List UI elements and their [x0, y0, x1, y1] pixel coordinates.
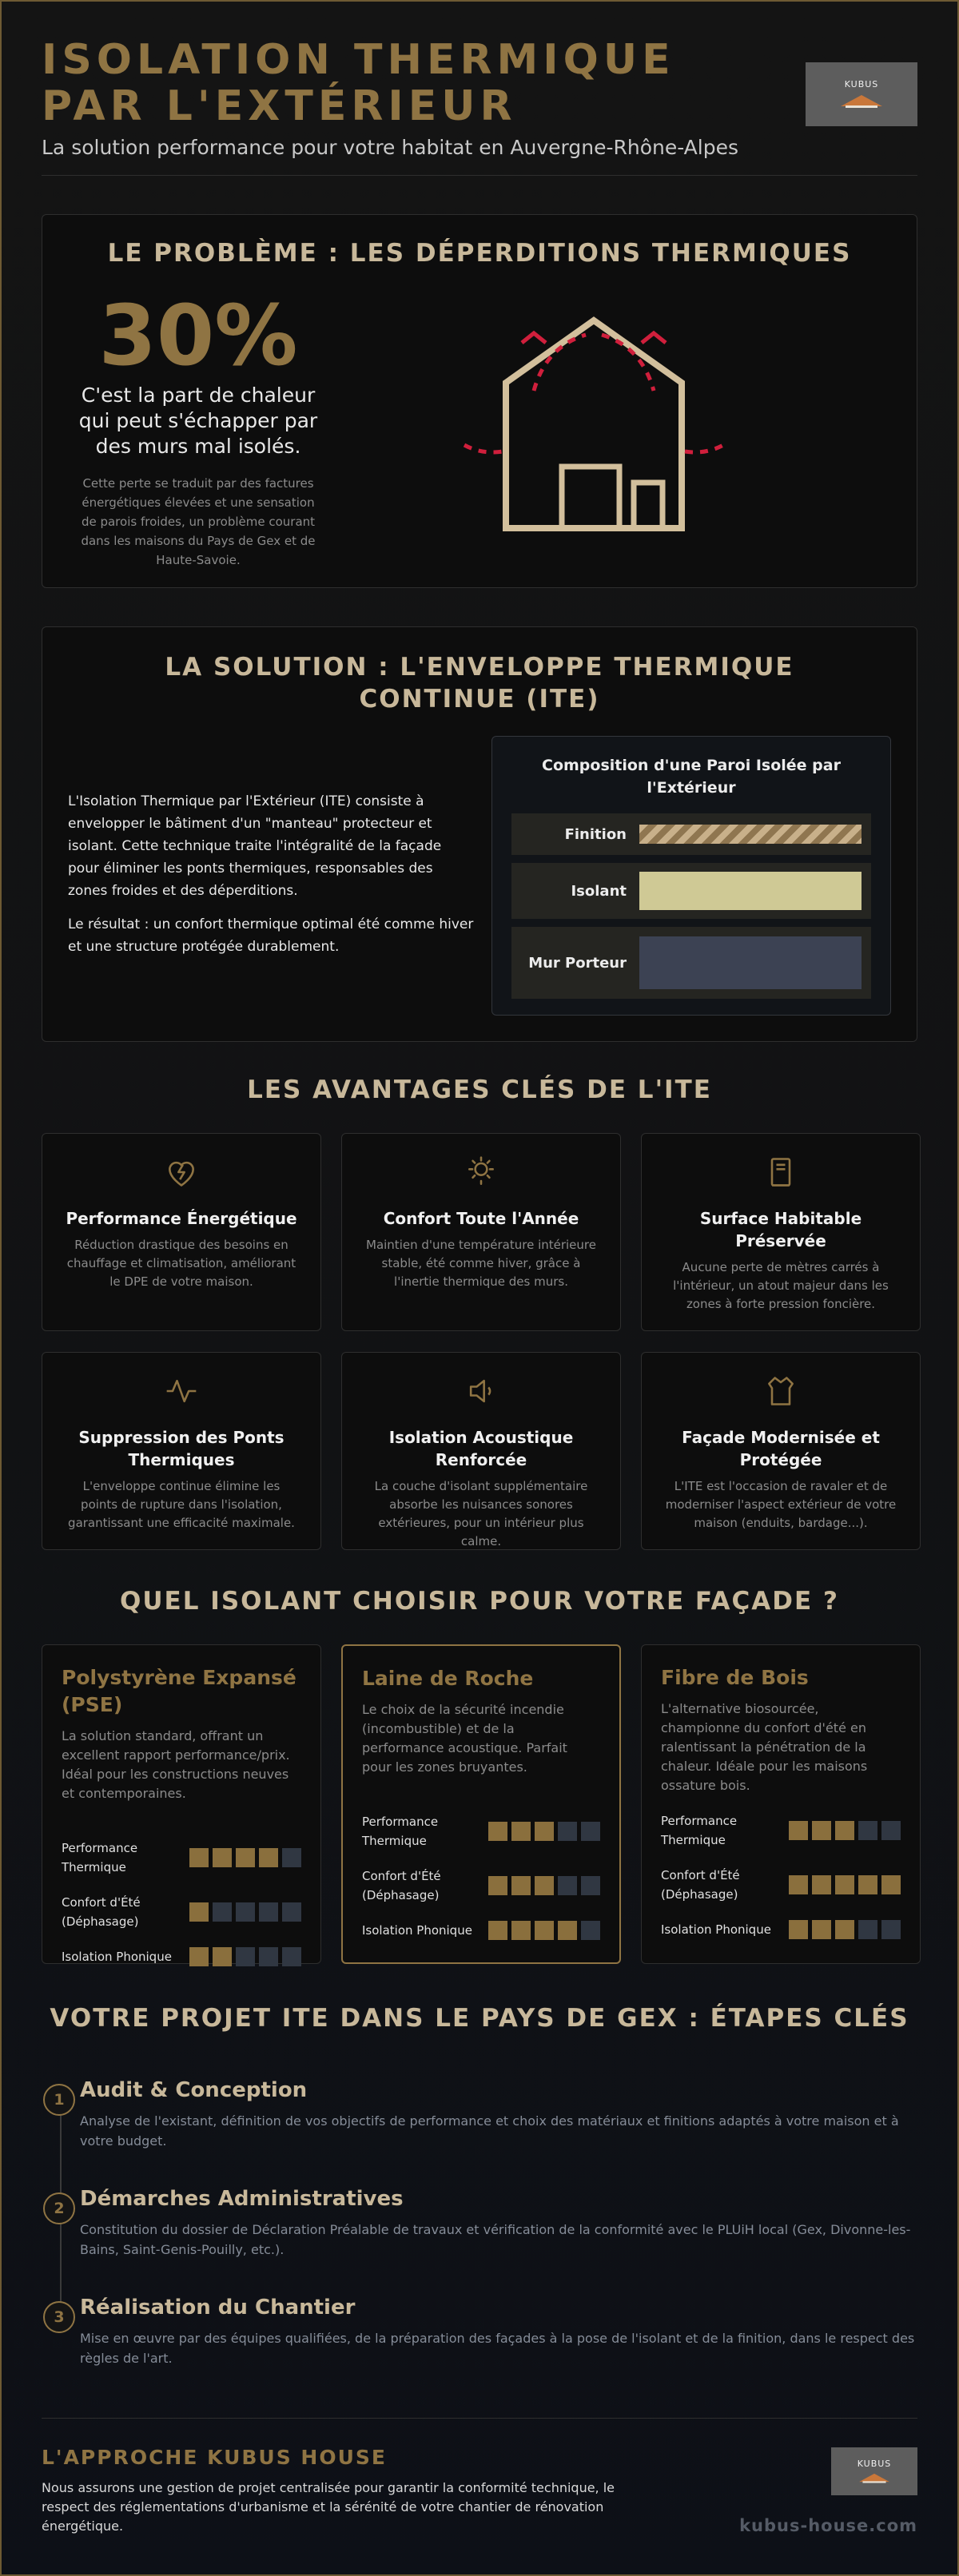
- rating-dot-filled: [488, 1822, 507, 1841]
- rating-dots: [189, 1848, 301, 1867]
- advantage-card: [42, 1133, 321, 1331]
- layer-isolant: [511, 863, 871, 919]
- insulants-title: QUEL ISOLANT CHOISIR POUR VOTRE FAÇADE ?: [120, 1587, 839, 1616]
- rating-dot-filled: [881, 1875, 901, 1894]
- rating-dots: [488, 1822, 600, 1841]
- rating-dot-filled: [789, 1875, 808, 1894]
- insulant-name: Polystyrène Expansé (PSE): [62, 1666, 296, 1716]
- rating-dot-filled: [488, 1876, 507, 1895]
- rating-dot-empty: [581, 1822, 600, 1841]
- footer-title: L'APPROCHE KUBUS HOUSE: [42, 2446, 387, 2469]
- rating-dot-filled: [189, 1848, 209, 1867]
- website-link[interactable]: kubus-house.com: [739, 2516, 917, 2535]
- footer-text: Nous assurons une gestion de projet centralisée pour garantir la conformité technique, le respect des réglementations d'urbanisme et la sérénité de votre chantier de rénovation énergétique.: [42, 2480, 615, 2534]
- rating-dot-filled: [812, 1875, 831, 1894]
- advantage-desc: L'enveloppe continue élimine les points de rupture dans l'isolation, garantissant une efficacité maximale.: [68, 1479, 295, 1530]
- rating-dot-empty: [282, 1902, 301, 1922]
- insulant-card: [42, 1644, 321, 1964]
- rating-dots: [488, 1921, 600, 1940]
- rating-dots: [789, 1821, 901, 1840]
- floor-plan-icon: [663, 1155, 899, 1199]
- insulant-desc: La solution standard, offrant un excellent rapport performance/prix. Idéal pour les constructions neuves et contemporaines.: [62, 1728, 290, 1801]
- rating-dot-empty: [881, 1920, 901, 1939]
- step-desc: Constitution du dossier de Déclaration Préalable de travaux et vérification de la conformité avec le PLUiH local (Gex, Divonne-les-Bains, Saint-Genis-Pouilly, etc.).: [80, 2222, 911, 2257]
- rating-dot-filled: [558, 1921, 577, 1940]
- rating-row: [362, 1866, 600, 1905]
- rating-dots: [789, 1920, 901, 1939]
- rating-dot-empty: [259, 1947, 278, 1966]
- rating-dot-filled: [236, 1848, 255, 1867]
- rating-label: Isolation Phonique: [62, 1950, 172, 1964]
- rating-label: Performance Thermique: [661, 1814, 738, 1847]
- step-title: Audit & Conception: [80, 2078, 308, 2102]
- rating-dot-filled: [789, 1821, 808, 1840]
- rating-label: Performance Thermique: [62, 1841, 138, 1874]
- rating-dot-filled: [812, 1821, 831, 1840]
- rating-dot-filled: [259, 1848, 278, 1867]
- advantage-desc: Aucune perte de mètres carrés à l'intérieur, un atout majeur dans les zones à forte pression foncière.: [673, 1260, 889, 1311]
- advantages-grid: [42, 1133, 917, 1550]
- step-number: 2: [43, 2192, 75, 2224]
- rating-row: [62, 1839, 301, 1877]
- stat-detail: Cette perte se traduit par des factures énergétiques élevées et une sensation de parois froides, un problème courant dans les maisons du Pays de Gex et de Haute-Savoie.: [81, 476, 316, 567]
- rating-label: Confort d'Été (Déphasage): [62, 1895, 141, 1929]
- layer-label: Finition: [564, 825, 627, 843]
- logo-roof-icon: [856, 2471, 893, 2484]
- rating-dot-filled: [835, 1875, 854, 1894]
- advantage-card: [641, 1352, 921, 1550]
- layer-bar-mur: [639, 936, 862, 989]
- rating-row: [661, 1866, 901, 1904]
- rating-dot-empty: [881, 1821, 901, 1840]
- rating-dot-empty: [236, 1947, 255, 1966]
- advantage-name: Façade Modernisée et Protégée: [682, 1428, 880, 1469]
- rating-dot-empty: [858, 1920, 877, 1939]
- advantage-desc: Maintien d'une température intérieure stable, été comme hiver, grâce à l'inertie thermique des murs.: [366, 1238, 596, 1289]
- insulant-desc: Le choix de la sécurité incendie (incombustible) et de la performance acoustique. Parfait pour les zones bruyantes.: [362, 1702, 567, 1775]
- advantage-desc: L'ITE est l'occasion de ravaler et de moderniser l'aspect extérieur de votre maison (enduits, bardage...).: [665, 1479, 897, 1530]
- advantage-name: Confort Toute l'Année: [383, 1209, 579, 1228]
- rating-dots: [189, 1947, 301, 1966]
- problem-section: [42, 214, 917, 588]
- header: [42, 2, 917, 176]
- insulant-name: Fibre de Bois: [661, 1666, 809, 1689]
- rating-dot-filled: [835, 1821, 854, 1840]
- layer-finition: [511, 813, 871, 855]
- advantage-card: [341, 1133, 621, 1331]
- rating-row: [661, 1811, 901, 1850]
- insulant-desc: L'alternative biosourcée, championne du confort d'été en ralentissant la pénétration de la chaleur. Idéale pour les maisons ossature bois.: [661, 1701, 868, 1793]
- sun-icon: [363, 1155, 599, 1199]
- insulant-card: [641, 1644, 921, 1964]
- layer-label: Isolant: [571, 882, 627, 900]
- step-number: 3: [43, 2301, 75, 2333]
- rating-dot-empty: [282, 1848, 301, 1867]
- rating-label: Performance Thermique: [362, 1815, 439, 1848]
- logo-text: KUBUS: [844, 79, 879, 89]
- advantage-name: Isolation Acoustique Renforcée: [388, 1428, 574, 1469]
- insulant-card-highlighted: [341, 1644, 621, 1964]
- advantages-title: LES AVANTAGES CLÉS DE L'ITE: [247, 1075, 712, 1104]
- step-title: Réalisation du Chantier: [80, 2296, 356, 2320]
- layer-bar-finition: [639, 825, 862, 844]
- step-desc: Analyse de l'existant, définition de vos objectifs de performance et choix des matériaux et finitions adaptés à votre maison et à votre budget.: [80, 2113, 899, 2149]
- advantage-name: Surface Habitable Préservée: [699, 1209, 862, 1250]
- shirt-icon: [663, 1373, 899, 1418]
- rating-dot-empty: [558, 1822, 577, 1841]
- rating-dot-filled: [812, 1920, 831, 1939]
- speaker-icon: [363, 1373, 599, 1418]
- stat-caption: C'est la part de chaleur qui peut s'échapper par des murs mal isolés.: [78, 384, 318, 458]
- rating-dot-filled: [189, 1947, 209, 1966]
- rating-label: Isolation Phonique: [362, 1923, 472, 1938]
- rating-dot-filled: [511, 1921, 531, 1940]
- wall-diagram-title: Composition d'une Paroi Isolée par l'Extérieur: [542, 757, 841, 797]
- step-item: [42, 2076, 917, 2184]
- stat-block: [66, 287, 330, 570]
- advantage-card: [341, 1352, 621, 1550]
- rating-label: Confort d'Été (Déphasage): [661, 1868, 740, 1902]
- layer-bar-isolant: [639, 872, 862, 910]
- rating-dot-filled: [488, 1921, 507, 1940]
- rating-row: [362, 1812, 600, 1851]
- rating-dot-empty: [581, 1876, 600, 1895]
- rating-dot-filled: [511, 1822, 531, 1841]
- steps-timeline: [42, 2076, 917, 2402]
- rating-row: [62, 1947, 301, 1966]
- step-desc: Mise en œuvre par des équipes qualifiées, de la préparation des façades à la pose de l'isolant et de la finition, dans le respect des règles de l'art.: [80, 2331, 915, 2366]
- rating-dot-empty: [259, 1902, 278, 1922]
- layer-label: Mur Porteur: [528, 954, 627, 972]
- rating-dot-empty: [282, 1947, 301, 1966]
- advantage-name: Performance Énergétique: [66, 1209, 297, 1228]
- advantage-name: Suppression des Ponts Thermiques: [78, 1428, 285, 1469]
- logo-text: KUBUS: [857, 2459, 892, 2469]
- step-number: 1: [43, 2084, 75, 2116]
- rating-dot-filled: [789, 1920, 808, 1939]
- rating-dot-filled: [535, 1921, 554, 1940]
- problem-title: LE PROBLÈME : LES DÉPERDITIONS THERMIQUES: [107, 239, 852, 268]
- rating-dot-empty: [858, 1821, 877, 1840]
- pulse-icon: [63, 1373, 300, 1418]
- advantage-desc: Réduction drastique des besoins en chauffage et climatisation, améliorant le DPE de votre maison.: [66, 1238, 296, 1289]
- wall-composition-diagram: [491, 736, 891, 1016]
- rating-dot-filled: [213, 1947, 232, 1966]
- step-item: [42, 2293, 917, 2402]
- kubus-logo[interactable]: [806, 62, 917, 126]
- rating-dots: [189, 1902, 301, 1922]
- rating-label: Confort d'Été (Déphasage): [362, 1869, 441, 1902]
- rating-dot-empty: [558, 1876, 577, 1895]
- rating-row: [661, 1920, 901, 1939]
- house-heat-loss-icon: [458, 303, 794, 543]
- rating-row: [62, 1893, 301, 1931]
- solution-paragraph-1: L'Isolation Thermique par l'Extérieur (ITE) consiste à envelopper le bâtiment d'un "manteau" protecteur et isolant. Cette technique traite l'intégralité de la façade pour éliminer les ponts thermiques, responsables des zones froides et des déperditions.: [68, 793, 442, 899]
- insulant-name: Laine de Roche: [362, 1667, 534, 1690]
- heart-bolt-icon: [63, 1155, 300, 1199]
- rating-dot-filled: [511, 1876, 531, 1895]
- solution-paragraph-2: Le résultat : un confort thermique optimal été comme hiver et une structure protégée durablement.: [68, 916, 474, 955]
- solution-text: [68, 790, 476, 958]
- rating-dot-empty: [236, 1902, 255, 1922]
- step-item: [42, 2184, 917, 2293]
- rating-label: Isolation Phonique: [661, 1922, 771, 1937]
- stat-number: 30%: [98, 287, 298, 384]
- layer-mur-porteur: [511, 927, 871, 999]
- rating-dot-filled: [535, 1876, 554, 1895]
- advantage-card: [641, 1133, 921, 1331]
- footer: [42, 2418, 917, 2576]
- steps-title: VOTRE PROJET ITE DANS LE PAYS DE GEX : ÉTAPES CLÉS: [50, 2004, 909, 2033]
- rating-dot-filled: [213, 1848, 232, 1867]
- rating-row: [362, 1921, 600, 1940]
- solution-title: LA SOLUTION : L'ENVELOPPE THERMIQUE CONTINUE (ITE): [165, 653, 794, 714]
- solution-section: [42, 626, 917, 1042]
- rating-dots: [789, 1875, 901, 1894]
- rating-dot-filled: [835, 1920, 854, 1939]
- rating-dot-filled: [189, 1902, 209, 1922]
- page-subtitle: La solution performance pour votre habitat en Auvergne-Rhône-Alpes: [42, 136, 739, 159]
- footer-kubus-logo[interactable]: [831, 2447, 917, 2495]
- advantage-card: [42, 1352, 321, 1550]
- rating-dot-filled: [858, 1875, 877, 1894]
- step-title: Démarches Administratives: [80, 2187, 404, 2211]
- rating-dot-empty: [213, 1902, 232, 1922]
- insulants-grid: [42, 1644, 917, 1964]
- page-title: ISOLATION THERMIQUE PAR L'EXTÉRIEUR: [42, 36, 675, 130]
- advantage-desc: La couche d'isolant supplémentaire absorbe les nuisances sonores extérieures, pour un intérieur plus calme.: [374, 1479, 588, 1548]
- rating-dots: [488, 1876, 600, 1895]
- rating-dot-empty: [581, 1921, 600, 1940]
- rating-dot-filled: [535, 1822, 554, 1841]
- logo-roof-icon: [838, 92, 885, 109]
